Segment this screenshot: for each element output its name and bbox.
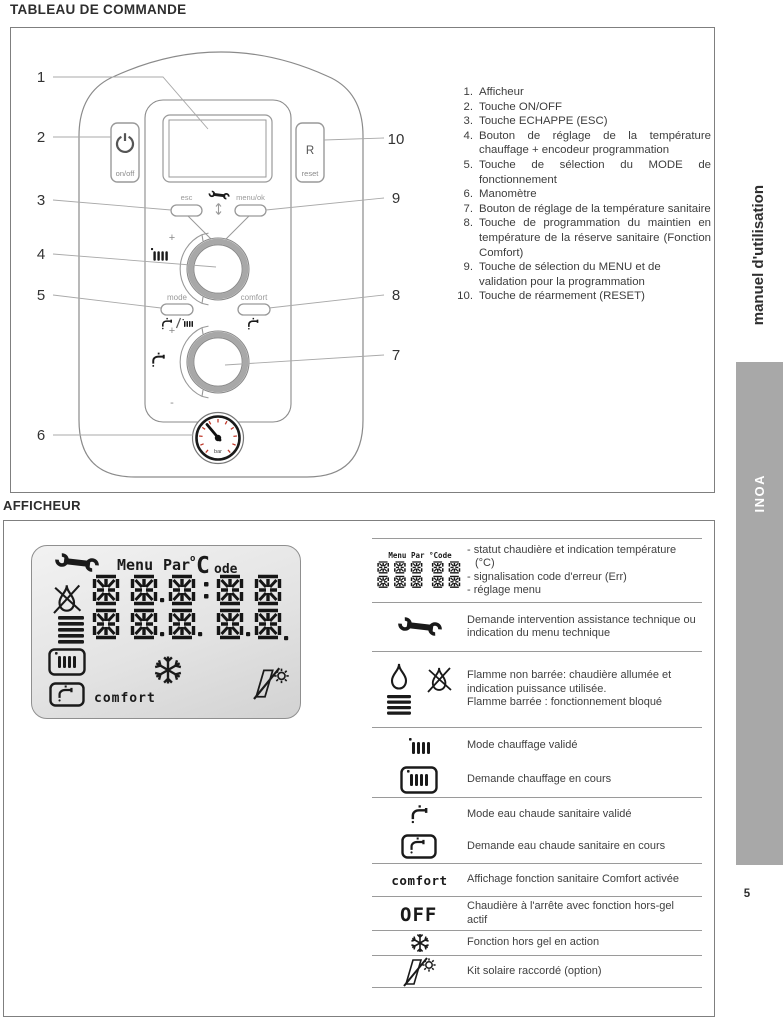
sidebar-manual-text: manuel d'utilisation (749, 184, 767, 326)
legend-num: 7. (463, 202, 473, 215)
heating-plus-label: + (168, 232, 176, 244)
legend-item (453, 202, 711, 217)
row-text-line: Flamme barrée : fonctionnement bloqué (467, 696, 663, 709)
callout-7: 7 (391, 347, 401, 364)
heating-temp-knob (187, 238, 249, 300)
legend-text: Touche de programmation du maintien en température de la réserve sanitaire (Fonction Comfort) (479, 217, 711, 259)
row-text: Chaudière à l'arrête avec fonction hors-gel actif (467, 900, 674, 926)
legend-item (453, 100, 711, 115)
table-row (372, 798, 702, 831)
row-text-line: - statut chaudière et indication température (°C) (467, 543, 677, 569)
flame-icons (372, 662, 467, 718)
comfort-button (238, 304, 270, 315)
radiator-box-icon (372, 766, 467, 795)
display-figure-box (3, 520, 715, 1017)
comfort-label: comfort (391, 872, 448, 888)
power-level-bars-icon (58, 616, 84, 644)
wrench-icon (57, 555, 97, 570)
callout-8: 8 (391, 287, 401, 304)
legend-item (453, 158, 711, 187)
callout-5: 5 (36, 287, 46, 304)
legend-text: Touche de sélection du MODE de fonctionnement (479, 158, 711, 186)
mode-button (161, 304, 193, 315)
table-row (372, 956, 702, 988)
row-text: Affichage fonction sanitaire Comfort activée (467, 873, 679, 886)
comfort-label: comfort (240, 293, 268, 302)
snowflake-icon (372, 933, 467, 953)
dhw-minus-label: - (170, 397, 174, 409)
legend-item (453, 289, 711, 304)
legend-text: Manomètre (479, 188, 537, 201)
row-text: Kit solaire raccordé (option) (467, 964, 602, 977)
display-screen (169, 120, 266, 177)
callout-4: 4 (36, 246, 46, 263)
dhw-plus-label: + (168, 325, 176, 337)
legend-text: Afficheur (479, 86, 524, 98)
menu-ok-button (235, 205, 266, 216)
row-text-line: - réglage menu (467, 584, 541, 596)
segment-row-1 (95, 577, 280, 604)
flame-icon (392, 664, 406, 689)
lcd-mini-icon (372, 550, 467, 592)
control-panel-figure-box (10, 27, 715, 493)
row-text: Demande intervention assistance technique ou indication du menu technique (467, 613, 696, 639)
panel-legend (453, 85, 711, 304)
table-row (372, 539, 702, 603)
table-row (372, 728, 702, 763)
legend-num: 8. (463, 217, 473, 230)
legend-num: 10. (457, 290, 473, 303)
legend-item (453, 187, 711, 202)
legend-text: Touche ECHAPPE (ESC) (479, 115, 608, 128)
onoff-button (111, 123, 139, 182)
power-level-bars-icon (387, 695, 411, 715)
row-text (467, 666, 702, 713)
legend-text: Touche ON/OFF (479, 100, 562, 113)
legend-text: Bouton de réglage de la température sanitaire (479, 202, 711, 215)
table-row (372, 603, 702, 652)
legend-num: 6. (463, 188, 473, 201)
legend-text: Bouton de réglage de la température chauffage + encodeur programmation (479, 129, 711, 157)
lcd-header-c: C (196, 553, 210, 579)
lcd-header-par: Par (163, 556, 191, 574)
callout-2: 2 (36, 129, 46, 146)
sidebar-manual-title (733, 155, 783, 355)
table-row (372, 931, 702, 956)
dhw-temp-knob (187, 331, 249, 393)
legend-text: Touche de réarmement (RESET) (479, 290, 645, 303)
esc-label: esc (180, 193, 193, 202)
row-text: Mode eau chaude sanitaire validé (467, 807, 632, 820)
lcd-comfort-label: comfort (94, 691, 156, 706)
table-row (372, 864, 702, 897)
row-text: Demande eau chaude sanitaire en cours (467, 840, 666, 853)
legend-item (453, 260, 711, 289)
table-row (372, 897, 702, 931)
sidebar-model-tab (736, 362, 783, 865)
svg-text:OFF: OFF (399, 903, 437, 926)
sidebar-model-text: INOA (752, 474, 767, 513)
tap-box-icon (372, 834, 467, 860)
solar-kit-icon (372, 956, 467, 987)
radiator-box-icon (50, 650, 85, 675)
table-row (372, 763, 702, 798)
segment-row-2 (95, 611, 280, 638)
reset-button (296, 123, 324, 182)
manometer (193, 413, 244, 464)
reset-label: reset (301, 169, 319, 178)
legend-num: 4. (463, 129, 473, 142)
legend-num: 2. (463, 100, 473, 113)
table-row (372, 831, 702, 864)
onoff-label: on/off (115, 169, 135, 178)
callout-1: 1 (36, 69, 46, 86)
afficheur-table (372, 538, 702, 988)
legend-item (453, 85, 711, 100)
legend-text: Touche de sélection du MENU et de validation pour la programmation (479, 261, 661, 288)
lcd-header-menu: Menu (117, 556, 154, 574)
callout-10: 10 (387, 131, 405, 148)
menu-ok-label: menu/ok (236, 193, 265, 202)
lcd-display (31, 545, 301, 719)
flame-crossed-icon (428, 667, 451, 691)
off-segment-icon (372, 902, 467, 926)
legend-num: 5. (463, 158, 473, 171)
callout-3: 3 (36, 192, 46, 209)
legend-num: 9. (463, 261, 473, 274)
section-tableau-title: TABLEAU DE COMMANDE (10, 2, 187, 17)
wrench-icon (372, 615, 467, 639)
esc-button (171, 205, 202, 216)
legend-item (453, 114, 711, 129)
row-text: Mode chauffage validé (467, 738, 578, 751)
row-text-line: Flamme non barrée: chaudière allumée et indication puissance utilisée. (467, 669, 672, 695)
row-text-line: - signalisation code d'erreur (Err) (467, 570, 627, 583)
table-row (372, 652, 702, 728)
legend-num: 1. (463, 86, 473, 98)
lcd-mini-header: Menu Par °Code (387, 550, 452, 560)
page-number: 5 (743, 888, 751, 900)
legend-num: 3. (463, 115, 473, 128)
row-text: Fonction hors gel en action (467, 936, 600, 949)
manometer-unit: bar (214, 449, 222, 455)
solar-kit-icon (254, 668, 289, 699)
tap-box-icon (51, 684, 84, 706)
lcd-header-deg: o (190, 554, 196, 564)
tap-icon (372, 804, 467, 825)
legend-item (453, 129, 711, 158)
section-afficheur-title: AFFICHEUR (3, 498, 81, 513)
flame-crossed-icon (54, 585, 80, 613)
callout-9: 9 (391, 190, 401, 207)
callout-6: 6 (36, 427, 46, 444)
legend-item (453, 216, 711, 260)
snowflake-icon (154, 657, 181, 684)
mode-label: mode (166, 293, 188, 302)
row-text: Demande chauffage en cours (467, 773, 612, 786)
radiator-bars-icon (372, 737, 467, 755)
reset-r-label: R (305, 145, 315, 157)
lcd-header-ode: ode (214, 562, 238, 577)
row-text (467, 541, 702, 601)
